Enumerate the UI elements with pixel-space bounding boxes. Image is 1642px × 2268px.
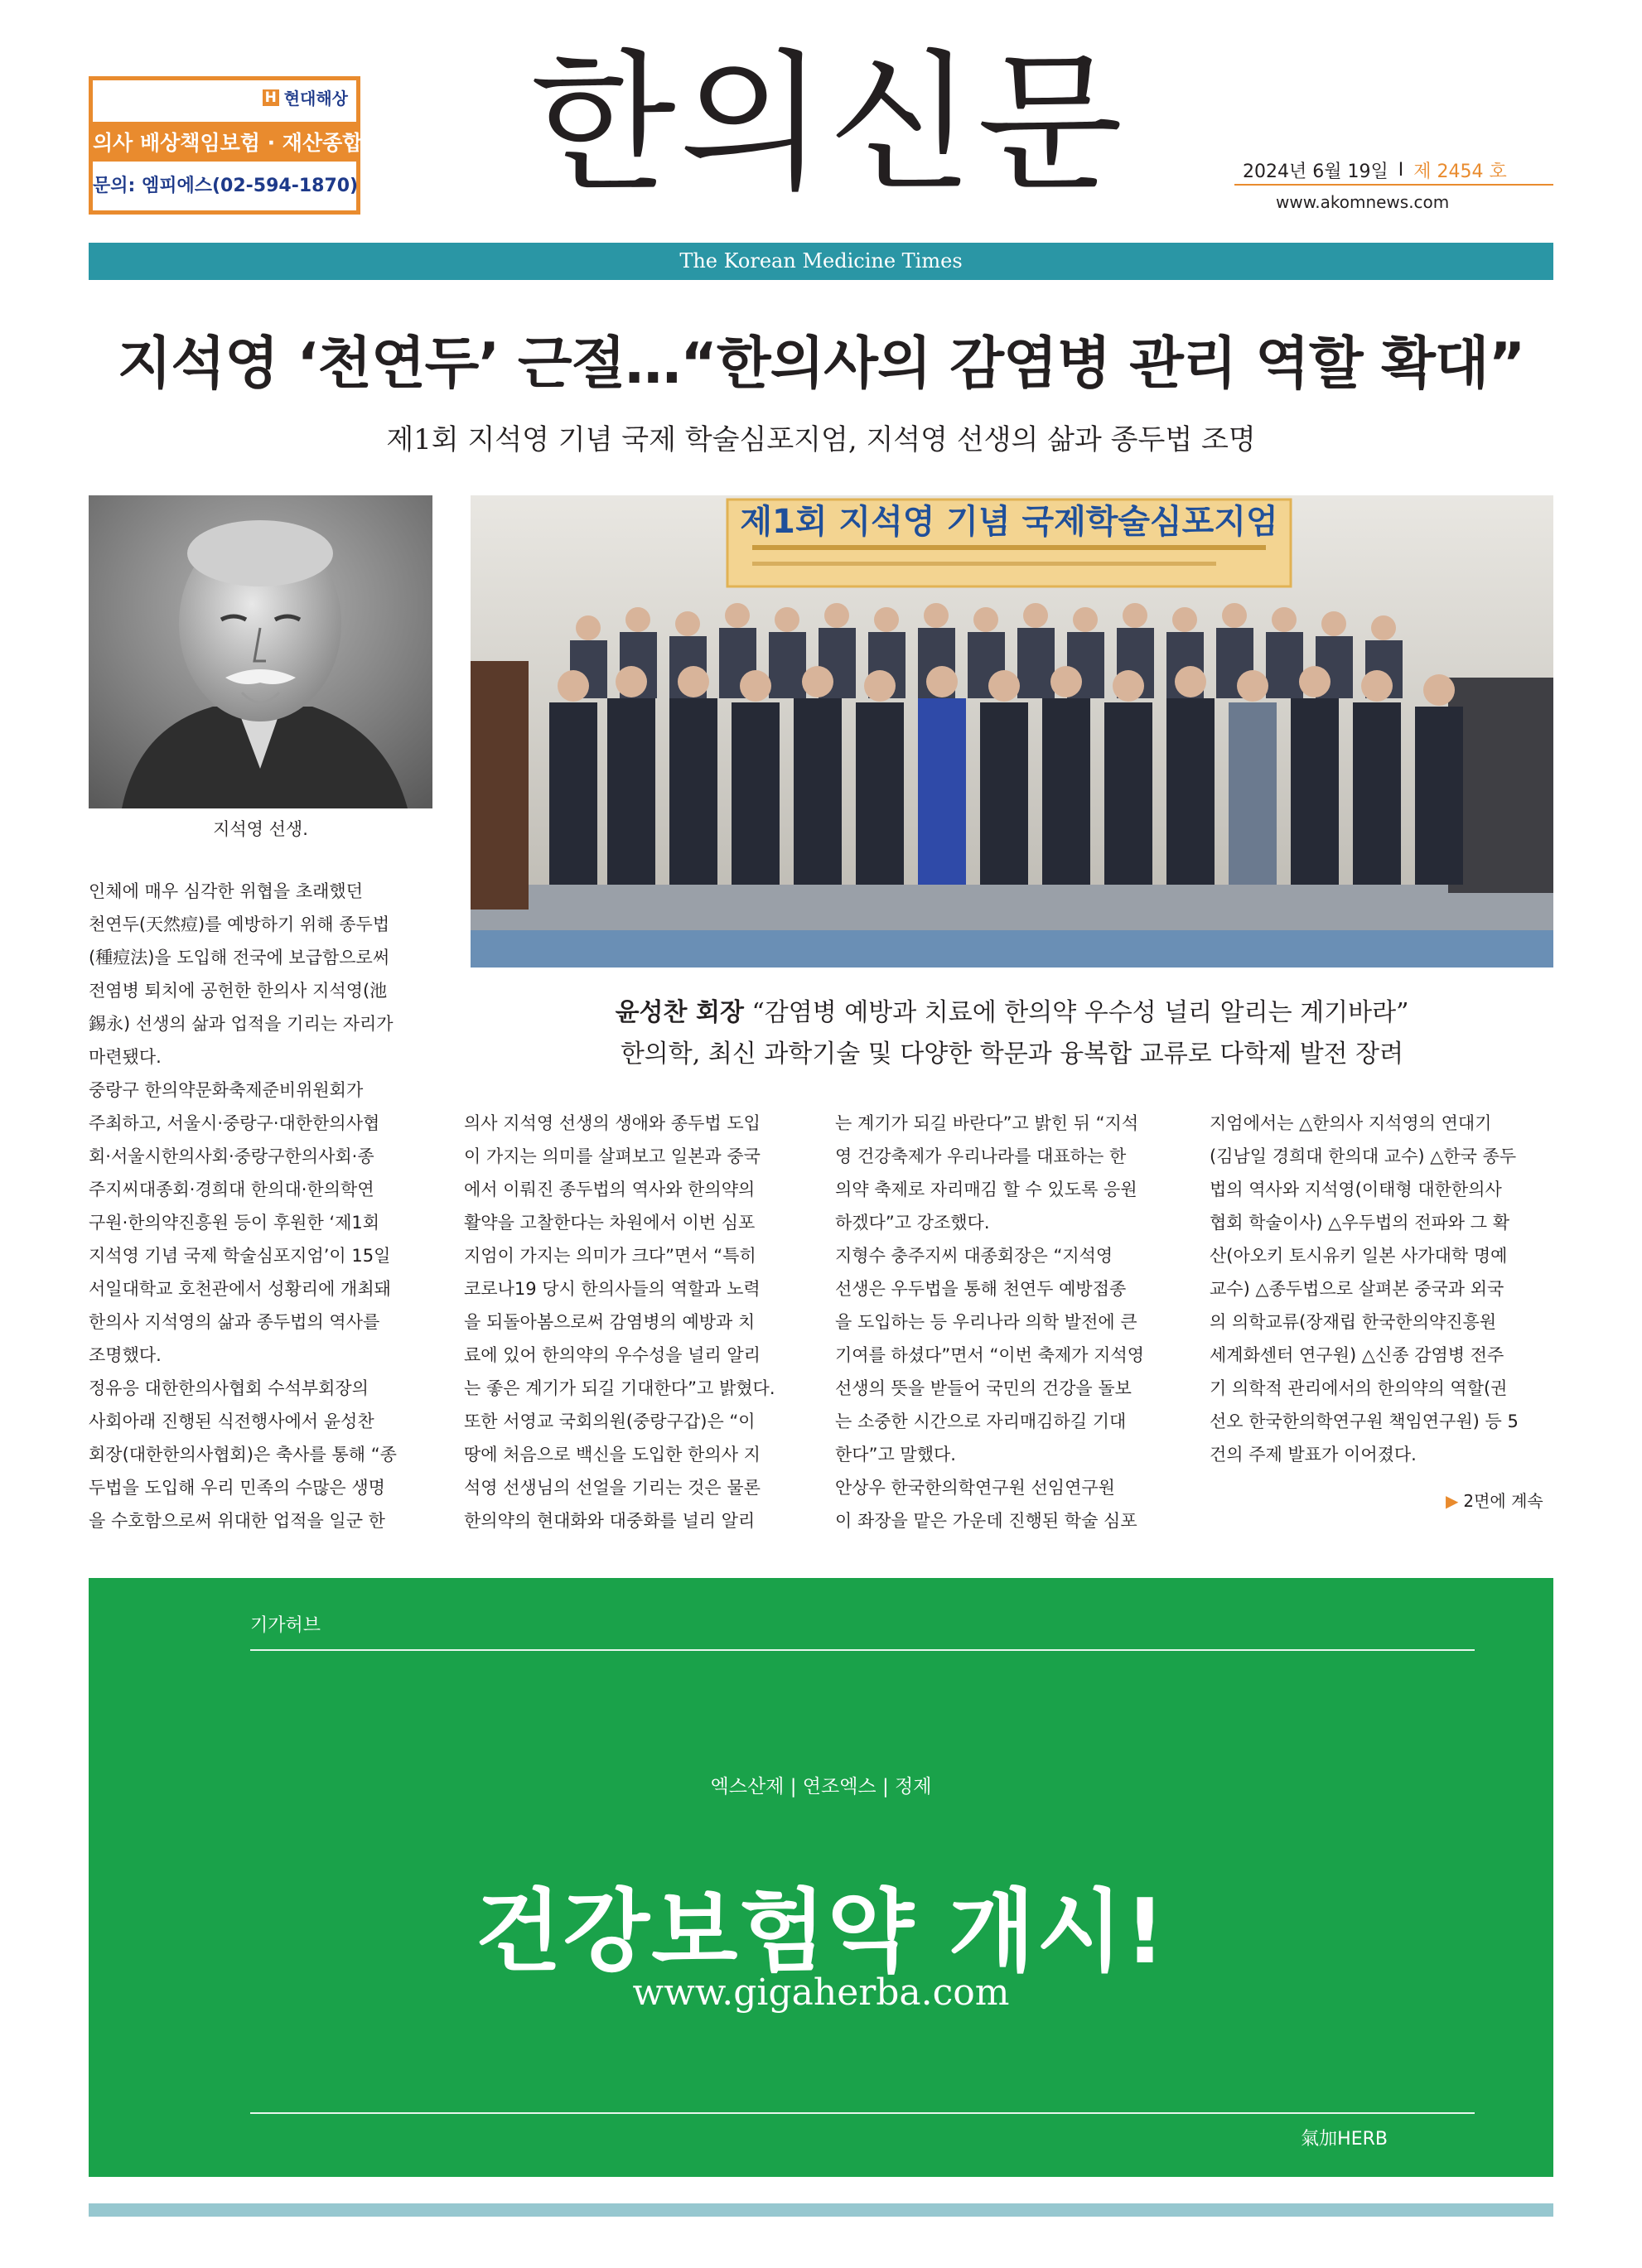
article-text-line: 건의 주제 발표가 이어졌다. <box>1210 1445 1417 1465</box>
article-text-line: 교수) △종두법으로 살펴본 중국과 외국 <box>1210 1279 1504 1299</box>
article-text-line: 료에 있어 한의약의 우수성을 널리 알리 <box>464 1345 761 1365</box>
article-text-line: (種痘法)을 도입해 전국에 보급함으로써 <box>89 948 390 968</box>
article-text-line: 에서 이뤄진 종두법의 역사와 한의약의 <box>464 1180 756 1199</box>
article-text-line: 인체에 매우 심각한 위협을 초래했던 <box>89 881 363 901</box>
issue-divider <box>1234 184 1553 186</box>
ad-products: 엑스산제 | 연조엑스 | 정제 <box>710 1776 932 1798</box>
article-text-line: 산(아오키 토시유키 일본 사가대학 명예 <box>1210 1246 1508 1266</box>
article-text-line: 이 가지는 의미를 살펴보고 일본과 중국 <box>464 1146 761 1166</box>
issue-number: 제 2454 호 <box>1413 162 1507 182</box>
article-text-line: 영 건강축제가 우리나라를 대표하는 한 <box>835 1146 1127 1166</box>
article-text-line: (김남일 경희대 한의대 교수) △한국 종두 <box>1210 1146 1517 1166</box>
article-text-line: 석영 선생님의 선얼을 기리는 것은 물론 <box>464 1478 761 1498</box>
article-text-line: 는 좋은 계기가 되길 기대한다”고 밝혔다. <box>464 1378 775 1398</box>
photo-caption-name: 윤성찬 회장 <box>615 998 744 1027</box>
masthead-band <box>89 243 1553 280</box>
article-text-line: 하겠다”고 강조했다. <box>835 1213 990 1233</box>
article-text-line: 주지씨대종회·경희대 한의대·한의학연 <box>89 1180 374 1199</box>
article-text-line: 서일대학교 호천관에서 성황리에 개최돼 <box>89 1279 391 1299</box>
article-text-line: 의 의학교류(장재립 한국한의약진흥원 <box>1210 1312 1497 1332</box>
article-text-line: 의사 지석영 선생의 생애와 종두법 도입 <box>464 1113 761 1133</box>
article-text-line: 마련됐다. <box>89 1047 162 1067</box>
article-text-line: 땅에 처음으로 백신을 도입한 한의사 지 <box>464 1445 761 1465</box>
article-text-line: 또한 서영교 국회의원(중랑구갑)은 “이 <box>464 1411 756 1431</box>
article-text-line: 활약을 고찰한다는 차원에서 이번 심포 <box>464 1213 756 1233</box>
ad-url-link[interactable]: www.gigaherba.com <box>632 1971 1010 2014</box>
article-text-line: 안상우 한국한의학연구원 선임연구원 <box>835 1478 1115 1498</box>
subheadline: 제1회 지석영 기념 국제 학술심포지엄, 지석영 선생의 삶과 종두법 조명 <box>386 423 1256 456</box>
article-text-line: 한다”고 말했다. <box>835 1445 956 1465</box>
article-text-line: 회장(대한한의사협회)은 축사를 통해 “종 <box>89 1445 397 1465</box>
ad-headline: 건강보험약 개시! <box>475 1880 1167 1984</box>
footer-band <box>89 2203 1553 2217</box>
photo-caption-subline: 한의학, 최신 과학기술 및 다양한 학문과 융복합 교류로 다학제 발전 장려 <box>620 1040 1404 1069</box>
article-text-line: 천연두(天然痘)를 예방하기 위해 종두법 <box>89 914 390 934</box>
continue-note[interactable] <box>1446 1488 1543 1512</box>
issue-date: 2024년 6월 19일 <box>1243 162 1388 182</box>
portrait-photo <box>89 495 432 808</box>
article-text-line: 전염병 퇴치에 공헌한 한의사 지석영(池 <box>89 981 388 1001</box>
photo-caption-quote-text: “감염병 예방과 치료에 한의약 우수성 널리 알리는 계기바라” <box>743 998 1409 1027</box>
ad-logo: 氣加HERB <box>1301 2129 1388 2150</box>
ad-divider-top <box>250 1649 1475 1651</box>
portrait-caption: 지석영 선생. <box>213 819 308 839</box>
masthead-title: 한의신문 <box>530 36 1127 211</box>
article-text-line: 錫永) 선생의 삶과 업적을 기리는 자리가 <box>89 1014 394 1034</box>
article-text-line: 코로나19 당시 한의사들의 역할과 노력 <box>464 1279 761 1299</box>
article-text-line: 회·서울시한의사회·중랑구한의사회·종 <box>89 1146 374 1166</box>
issue-separator: I <box>1398 160 1404 181</box>
ad-divider-bottom <box>250 2112 1475 2114</box>
article-text-line: 중랑구 한의약문화축제준비위원회가 <box>89 1080 364 1100</box>
article-text-line: 기 의학적 관리에서의 한의약의 역할(권 <box>1210 1378 1508 1398</box>
article-text-line: 조명했다. <box>89 1345 162 1365</box>
article-text-line: 지석영 기념 국제 학술심포지엄’이 15일 <box>89 1246 391 1266</box>
ad-insurance-products: 의사 배상책임보험 · 재산종합보험 <box>93 122 356 162</box>
article-text-line: 사회아래 진행된 식전행사에서 윤성찬 <box>89 1411 374 1431</box>
bottom-advertisement[interactable] <box>89 1578 1553 2177</box>
banner-title: 제1회 지석영 기념 국제학술심포지엄 <box>740 503 1278 541</box>
article-text-line: 한의약의 현대화와 대중화를 널리 알리 <box>464 1511 756 1531</box>
article-text-line: 지형수 충주지씨 대종회장은 “지석영 <box>835 1246 1113 1266</box>
issue-info <box>1243 157 1557 183</box>
article-text-line: 두법을 도입해 우리 민족의 수많은 생명 <box>89 1478 385 1498</box>
article-text-line: 는 소중한 시간으로 자리매김하길 기대 <box>835 1411 1127 1431</box>
article-text-line: 주최하고, 서울시·중랑구·대한한의사협 <box>89 1113 380 1133</box>
article-text-line: 선생의 뜻을 받들어 국민의 건강을 돌보 <box>835 1378 1132 1398</box>
english-title: The Korean Medicine Times <box>679 249 963 273</box>
article-text-line: 기여를 하셨다”면서 “이번 축제가 지석영 <box>835 1345 1145 1365</box>
insurance-ad[interactable] <box>89 76 403 215</box>
headline: 지석영 ‘천연두’ 근절…“한의사의 감염병 관리 역할 확대” <box>117 331 1525 397</box>
article-text-line: 는 계기가 되길 바란다”고 밝힌 뒤 “지석 <box>835 1113 1139 1133</box>
article-text-line: 협회 학술이사) △우두법의 전파와 그 확 <box>1210 1213 1510 1233</box>
article-text-line: 이 좌장을 맡은 가운데 진행된 학술 심포 <box>835 1511 1137 1531</box>
ad-brand-name: 현대해상 <box>283 89 348 109</box>
photo-caption-quote <box>471 992 1553 1028</box>
article-text-line: 구원·한의약진흥원 등이 후원한 ‘제1회 <box>89 1213 380 1233</box>
ad-brand <box>263 85 348 109</box>
brand-logo-icon: H <box>263 89 279 106</box>
triangle-right-icon: ▶ <box>1446 1491 1459 1511</box>
article-text-line: 선오 한국한의학연구원 책임연구원) 등 5 <box>1210 1411 1519 1431</box>
ad-brand: 기가허브 <box>250 1615 321 1636</box>
ad-contact: 문의: 엠피에스(02-594-1870) <box>93 176 359 196</box>
article-text-line: 을 되돌아봄으로써 감염병의 예방과 치 <box>464 1312 756 1332</box>
article-text-line: 정유응 대한한의사협회 수석부회장의 <box>89 1378 369 1398</box>
article-text-line: 세계화센터 연구원) △신종 감염병 전주 <box>1210 1345 1504 1365</box>
continue-note-text: 2면에 계속 <box>1463 1491 1543 1511</box>
group-photo-image <box>471 495 1553 968</box>
article-text-line: 지엄이 가지는 의미가 크다”면서 “특히 <box>464 1246 756 1266</box>
article-text-line: 의약 축제로 자리매김 할 수 있도록 응원 <box>835 1180 1137 1199</box>
portrait-image <box>89 495 432 808</box>
article-text-line: 선생은 우두법을 통해 천연두 예방접종 <box>835 1279 1127 1299</box>
article-text-line: 한의사 지석영의 삶과 종두법의 역사를 <box>89 1312 380 1332</box>
group-photo <box>471 495 1553 968</box>
article-text-line: 을 도입하는 등 우리나라 의학 발전에 큰 <box>835 1312 1137 1332</box>
article-text-line: 을 수호함으로써 위대한 업적을 일군 한 <box>89 1511 385 1531</box>
article-text-line: 지엄에서는 △한의사 지석영의 연대기 <box>1210 1113 1492 1133</box>
site-url-link[interactable]: www.akomnews.com <box>1276 192 1450 212</box>
article-text-line: 법의 역사와 지석영(이태형 대한한의사 <box>1210 1180 1502 1199</box>
